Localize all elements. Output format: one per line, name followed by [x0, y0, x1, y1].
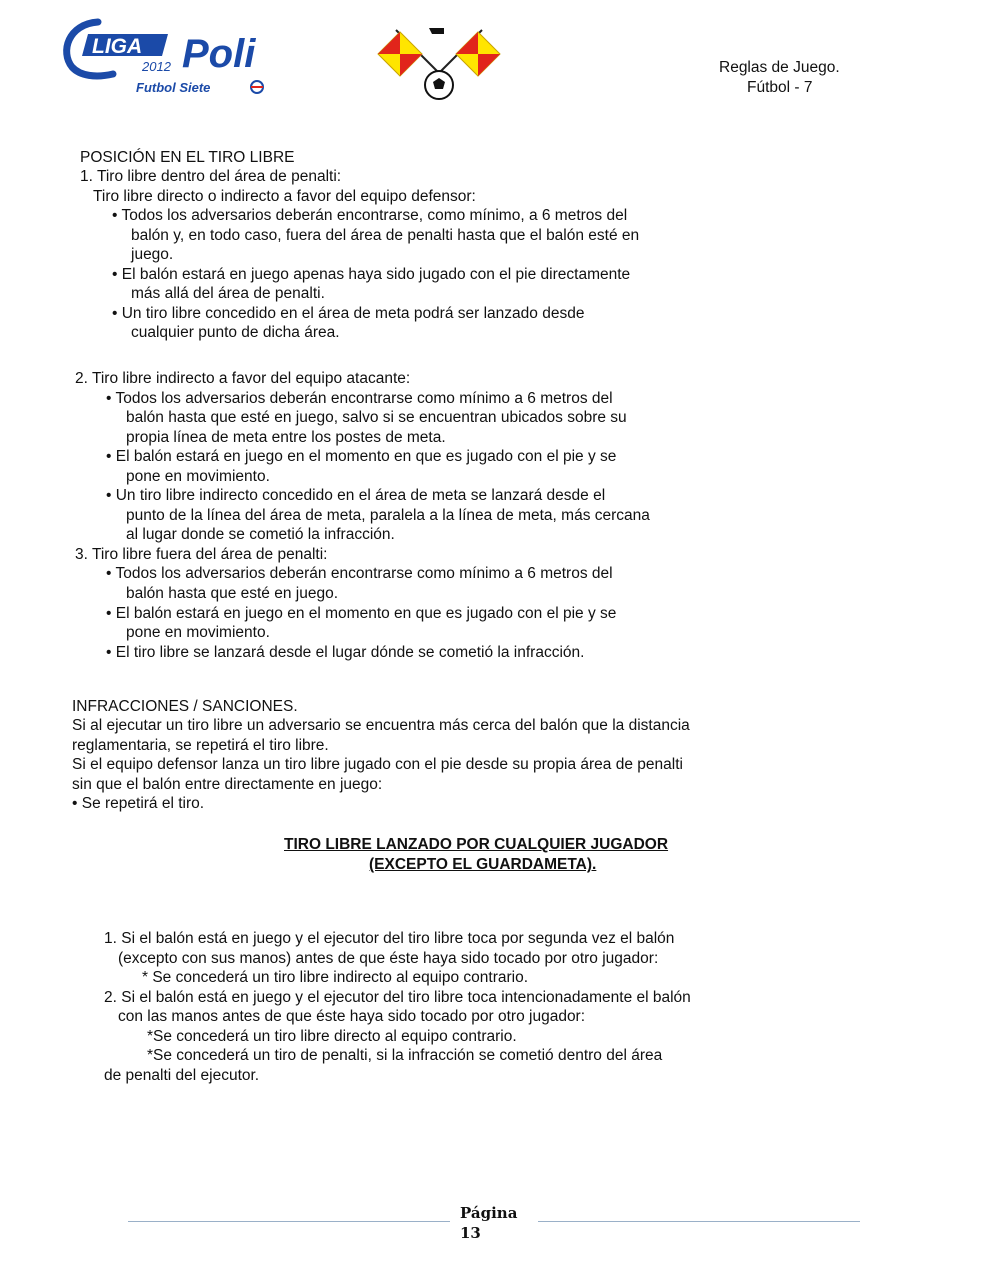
text-line: 3. Tiro libre fuera del área de penalti: [75, 546, 328, 563]
bullet-line: • El balón estará en juego en el momento en que es jugado con el pie y se [106, 605, 617, 622]
text-line: Si al ejecutar un tiro libre un adversario se encuentra más cerca del balón que la distancia [72, 717, 690, 734]
bullet-line: • El balón estará en juego apenas haya sido jugado con el pie directamente [112, 266, 631, 283]
text-line: de penalti del ejecutor. [104, 1067, 260, 1084]
bullet-line: • Un tiro libre concedido en el área de meta podrá ser lanzado desde [112, 305, 585, 322]
referee-flags-icon [374, 22, 504, 102]
doc-title-line-2: Fútbol - 7 [747, 79, 813, 96]
page-label: Página [460, 1204, 518, 1222]
text-line: (excepto con sus manos) antes de que éste haya sido tocado por otro jugador: [118, 950, 659, 967]
text-line: 2. Si el balón está en juego y el ejecutor del tiro libre toca intencionadamente el balón [104, 989, 691, 1006]
text-line: más allá del área de penalti. [131, 285, 325, 302]
footer-rule-left [128, 1221, 450, 1222]
logo-liga-text: LIGA [92, 35, 143, 58]
section-heading: INFRACCIONES / SANCIONES. [72, 698, 298, 715]
text-line: juego. [131, 246, 174, 263]
text-line: Si el equipo defensor lanza un tiro libre jugado con el pie desde su propia área de penalti [72, 756, 683, 773]
text-line: pone en movimiento. [126, 468, 270, 485]
text-line: 2. Tiro libre indirecto a favor del equipo atacante: [75, 370, 411, 387]
text-line: *Se concederá un tiro libre directo al equipo contrario. [147, 1028, 517, 1045]
bullet-line: • Se repetirá el tiro. [72, 795, 205, 812]
liga-poli-logo [58, 12, 283, 100]
text-line: pone en movimiento. [126, 624, 270, 641]
logo-poli-text: Poli [182, 32, 256, 76]
text-line: * Se concederá un tiro libre indirecto al equipo contrario. [142, 969, 529, 986]
section-title-line-1: TIRO LIBRE LANZADO POR CUALQUIER JUGADOR [284, 836, 669, 853]
section-title-line-2: (EXCEPTO EL GUARDAMETA). [369, 856, 597, 873]
text-line: cualquier punto de dicha área. [131, 324, 340, 341]
text-line: 1. Si el balón está en juego y el ejecutor del tiro libre toca por segunda vez el balón [104, 930, 675, 947]
page-number: 13 [460, 1224, 481, 1242]
text-line: Tiro libre directo o indirecto a favor del equipo defensor: [93, 188, 476, 205]
text-line: reglamentaria, se repetirá el tiro libre. [72, 737, 329, 754]
footer-rule-right [538, 1221, 860, 1222]
doc-title-line-1: Reglas de Juego. [719, 59, 840, 76]
text-line: con las manos antes de que éste haya sido tocado por otro jugador: [118, 1008, 586, 1025]
text-line: propia línea de meta entre los postes de meta. [126, 429, 446, 446]
logo-year-text: 2012 [142, 59, 171, 74]
section-heading: POSICIÓN EN EL TIRO LIBRE [80, 149, 295, 166]
text-line: punto de la línea del área de meta, paralela a la línea de meta, más cercana [126, 507, 650, 524]
bullet-line: • El balón estará en juego en el momento en que es jugado con el pie y se [106, 448, 617, 465]
bullet-line: • Todos los adversarios deberán encontrarse, como mínimo, a 6 metros del [112, 207, 628, 224]
bullet-line: • Todos los adversarios deberán encontrarse como mínimo a 6 metros del [106, 390, 613, 407]
text-line: balón y, en todo caso, fuera del área de penalti hasta que el balón esté en [131, 227, 640, 244]
text-line: balón hasta que esté en juego. [126, 585, 339, 602]
bullet-line: • El tiro libre se lanzará desde el lugar dónde se cometió la infracción. [106, 644, 585, 661]
text-line: al lugar donde se cometió la infracción. [126, 526, 395, 543]
text-line: sin que el balón entre directamente en juego: [72, 776, 383, 793]
text-line: 1. Tiro libre dentro del área de penalti: [80, 168, 342, 185]
bullet-line: • Un tiro libre indirecto concedido en el área de meta se lanzará desde el [106, 487, 606, 504]
text-line: balón hasta que esté en juego, salvo si se encuentran ubicados sobre su [126, 409, 627, 426]
logo-sub-text: Futbol Siete [136, 80, 211, 95]
text-line: *Se concederá un tiro de penalti, si la infracción se cometió dentro del área [147, 1047, 663, 1064]
bullet-line: • Todos los adversarios deberán encontrarse como mínimo a 6 metros del [106, 565, 613, 582]
